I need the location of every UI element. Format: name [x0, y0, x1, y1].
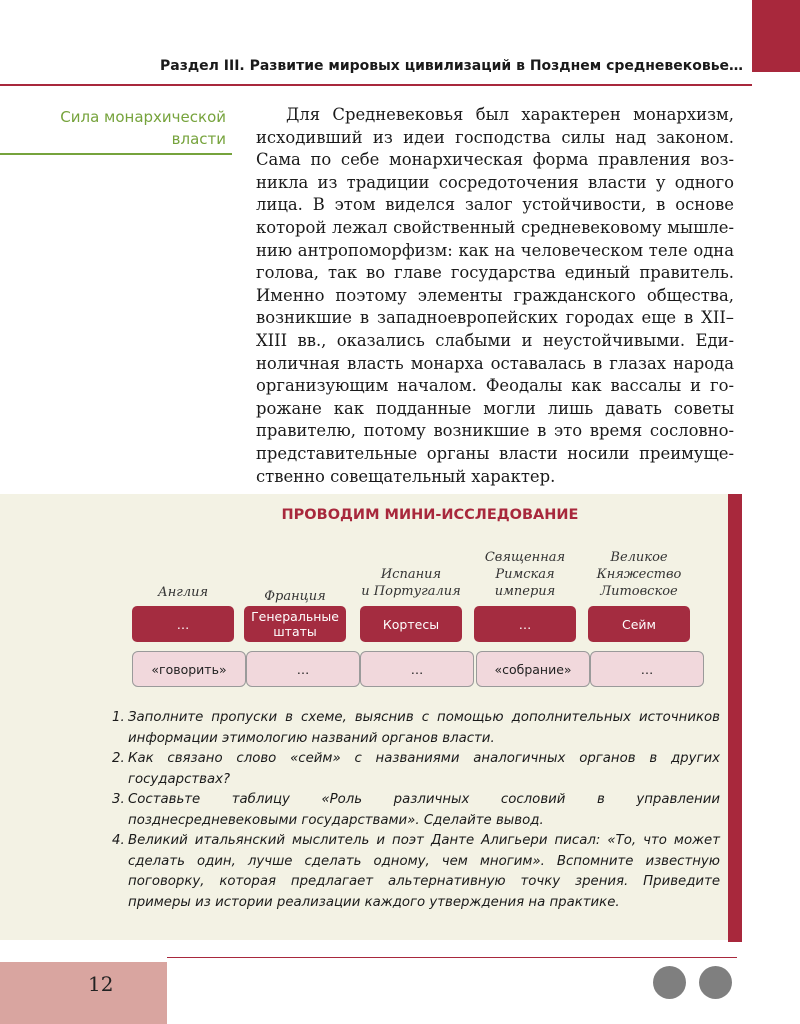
paragraph-line: ственно совещательный характер. — [256, 466, 556, 486]
task-number: 3. — [112, 792, 125, 807]
task-text: Как связано слово «сейм» с названиями аналогичных органов в других государствах? — [128, 751, 720, 787]
country-label-england: Англия — [157, 585, 209, 600]
paragraph-line: XIII вв., оказались слабыми и неустойчивыми. Еди- — [256, 330, 734, 350]
task-item — [108, 749, 720, 790]
paragraph-line: исходивший из идеи господства силы над законом. — [256, 127, 734, 147]
decorative-circle — [699, 966, 732, 999]
task-item — [108, 790, 720, 831]
paragraph-line: голова, так во главе государства единый правитель. — [256, 263, 734, 283]
organ-box-lithuania: Сейм — [588, 606, 690, 642]
country-label-lithuania: Великое Княжество Литовское — [596, 550, 682, 599]
paragraph-line: возникшие в западноевропейских городах еще в XII– — [256, 308, 734, 328]
task-number: 4. — [112, 833, 125, 848]
task-text: Составьте таблицу «Роль различных сословий в управлении позднесредневековыми государствами». Сделайте вывод. — [128, 792, 720, 828]
meaning-box-england: «говорить» — [132, 651, 246, 687]
side-heading-line: власти — [171, 130, 226, 148]
paragraph-line: рожане как подданные могли лишь давать советы — [256, 398, 734, 418]
paragraph-line: правителю, потому возникшие в это время сословно- — [256, 421, 734, 441]
paragraph-line: нию антропоморфизм: как на человеческом теле одна — [256, 240, 734, 260]
page-number: 12 — [88, 972, 114, 996]
paragraph-line: которой лежал свойственный средневековому мышле- — [256, 217, 734, 237]
research-side-bar — [728, 494, 742, 942]
country-label-spain-portugal: Испания и Португалия — [361, 567, 461, 599]
country-label-holy-roman-empire: Священная Римская империя — [484, 550, 566, 599]
paragraph-line: организующим началом. Феодалы как вассалы и го- — [256, 376, 734, 396]
side-heading — [40, 106, 226, 150]
task-item — [108, 831, 720, 913]
paragraph-line: Для Средневековья был характерен монархизм, — [286, 105, 734, 124]
task-item — [108, 708, 720, 749]
organ-box-france: Генеральные штаты — [244, 606, 346, 642]
header-rule — [0, 84, 752, 86]
meaning-box-holy-roman-empire: «собрание» — [476, 651, 590, 687]
main-paragraph — [256, 104, 734, 488]
decorative-circle — [653, 966, 686, 999]
side-heading-line: Сила монархической — [60, 108, 226, 126]
paragraph-line: никла из традиции сосредоточения власти у одного — [256, 172, 734, 192]
corner-color-block — [752, 0, 800, 72]
country-label-france: Франция — [264, 589, 326, 604]
meaning-box-spain-portugal: … — [360, 651, 474, 687]
paragraph-line: Сама по себе монархическая форма правления воз- — [256, 150, 734, 170]
footer-rule — [167, 957, 737, 958]
paragraph-line: лица. В этом виделся залог устойчивости, в основе — [256, 195, 734, 215]
task-number: 2. — [112, 751, 125, 766]
paragraph-line: представительные органы власти носили преимуще- — [256, 443, 734, 463]
page-number-block — [0, 962, 167, 1024]
meaning-box-lithuania: … — [590, 651, 704, 687]
side-heading-rule — [0, 153, 232, 155]
paragraph-line: ноличная власть монарха оставалась в глазах народа — [256, 353, 734, 373]
running-header: Раздел III. Развитие мировых цивилизаций в Позднем средневековье… — [160, 58, 744, 74]
task-text: Великий итальянский мыслитель и поэт Данте Алигьери писал: «То, что может сделать один, лучше сделать одному, чем многим». Вспомните известную поговорку, которая предлагает альтернативную точку зрения. Приведите примеры из истории реализации каждого утверждения на практике. — [128, 833, 720, 910]
task-text: Заполните пропуски в схеме, выяснив с помощью дополнительных источников информации этимологию названий органов власти. — [128, 710, 720, 746]
meaning-box-france: … — [246, 651, 360, 687]
organ-box-spain-portugal: Кортесы — [360, 606, 462, 642]
task-number: 1. — [112, 710, 125, 725]
paragraph-line: Именно поэтому элементы гражданского общества, — [256, 285, 734, 305]
organ-box-holy-roman-empire: … — [474, 606, 576, 642]
research-title: ПРОВОДИМ МИНИ-ИССЛЕДОВАНИЕ — [281, 507, 579, 523]
organ-box-england: … — [132, 606, 234, 642]
task-list — [108, 708, 720, 913]
